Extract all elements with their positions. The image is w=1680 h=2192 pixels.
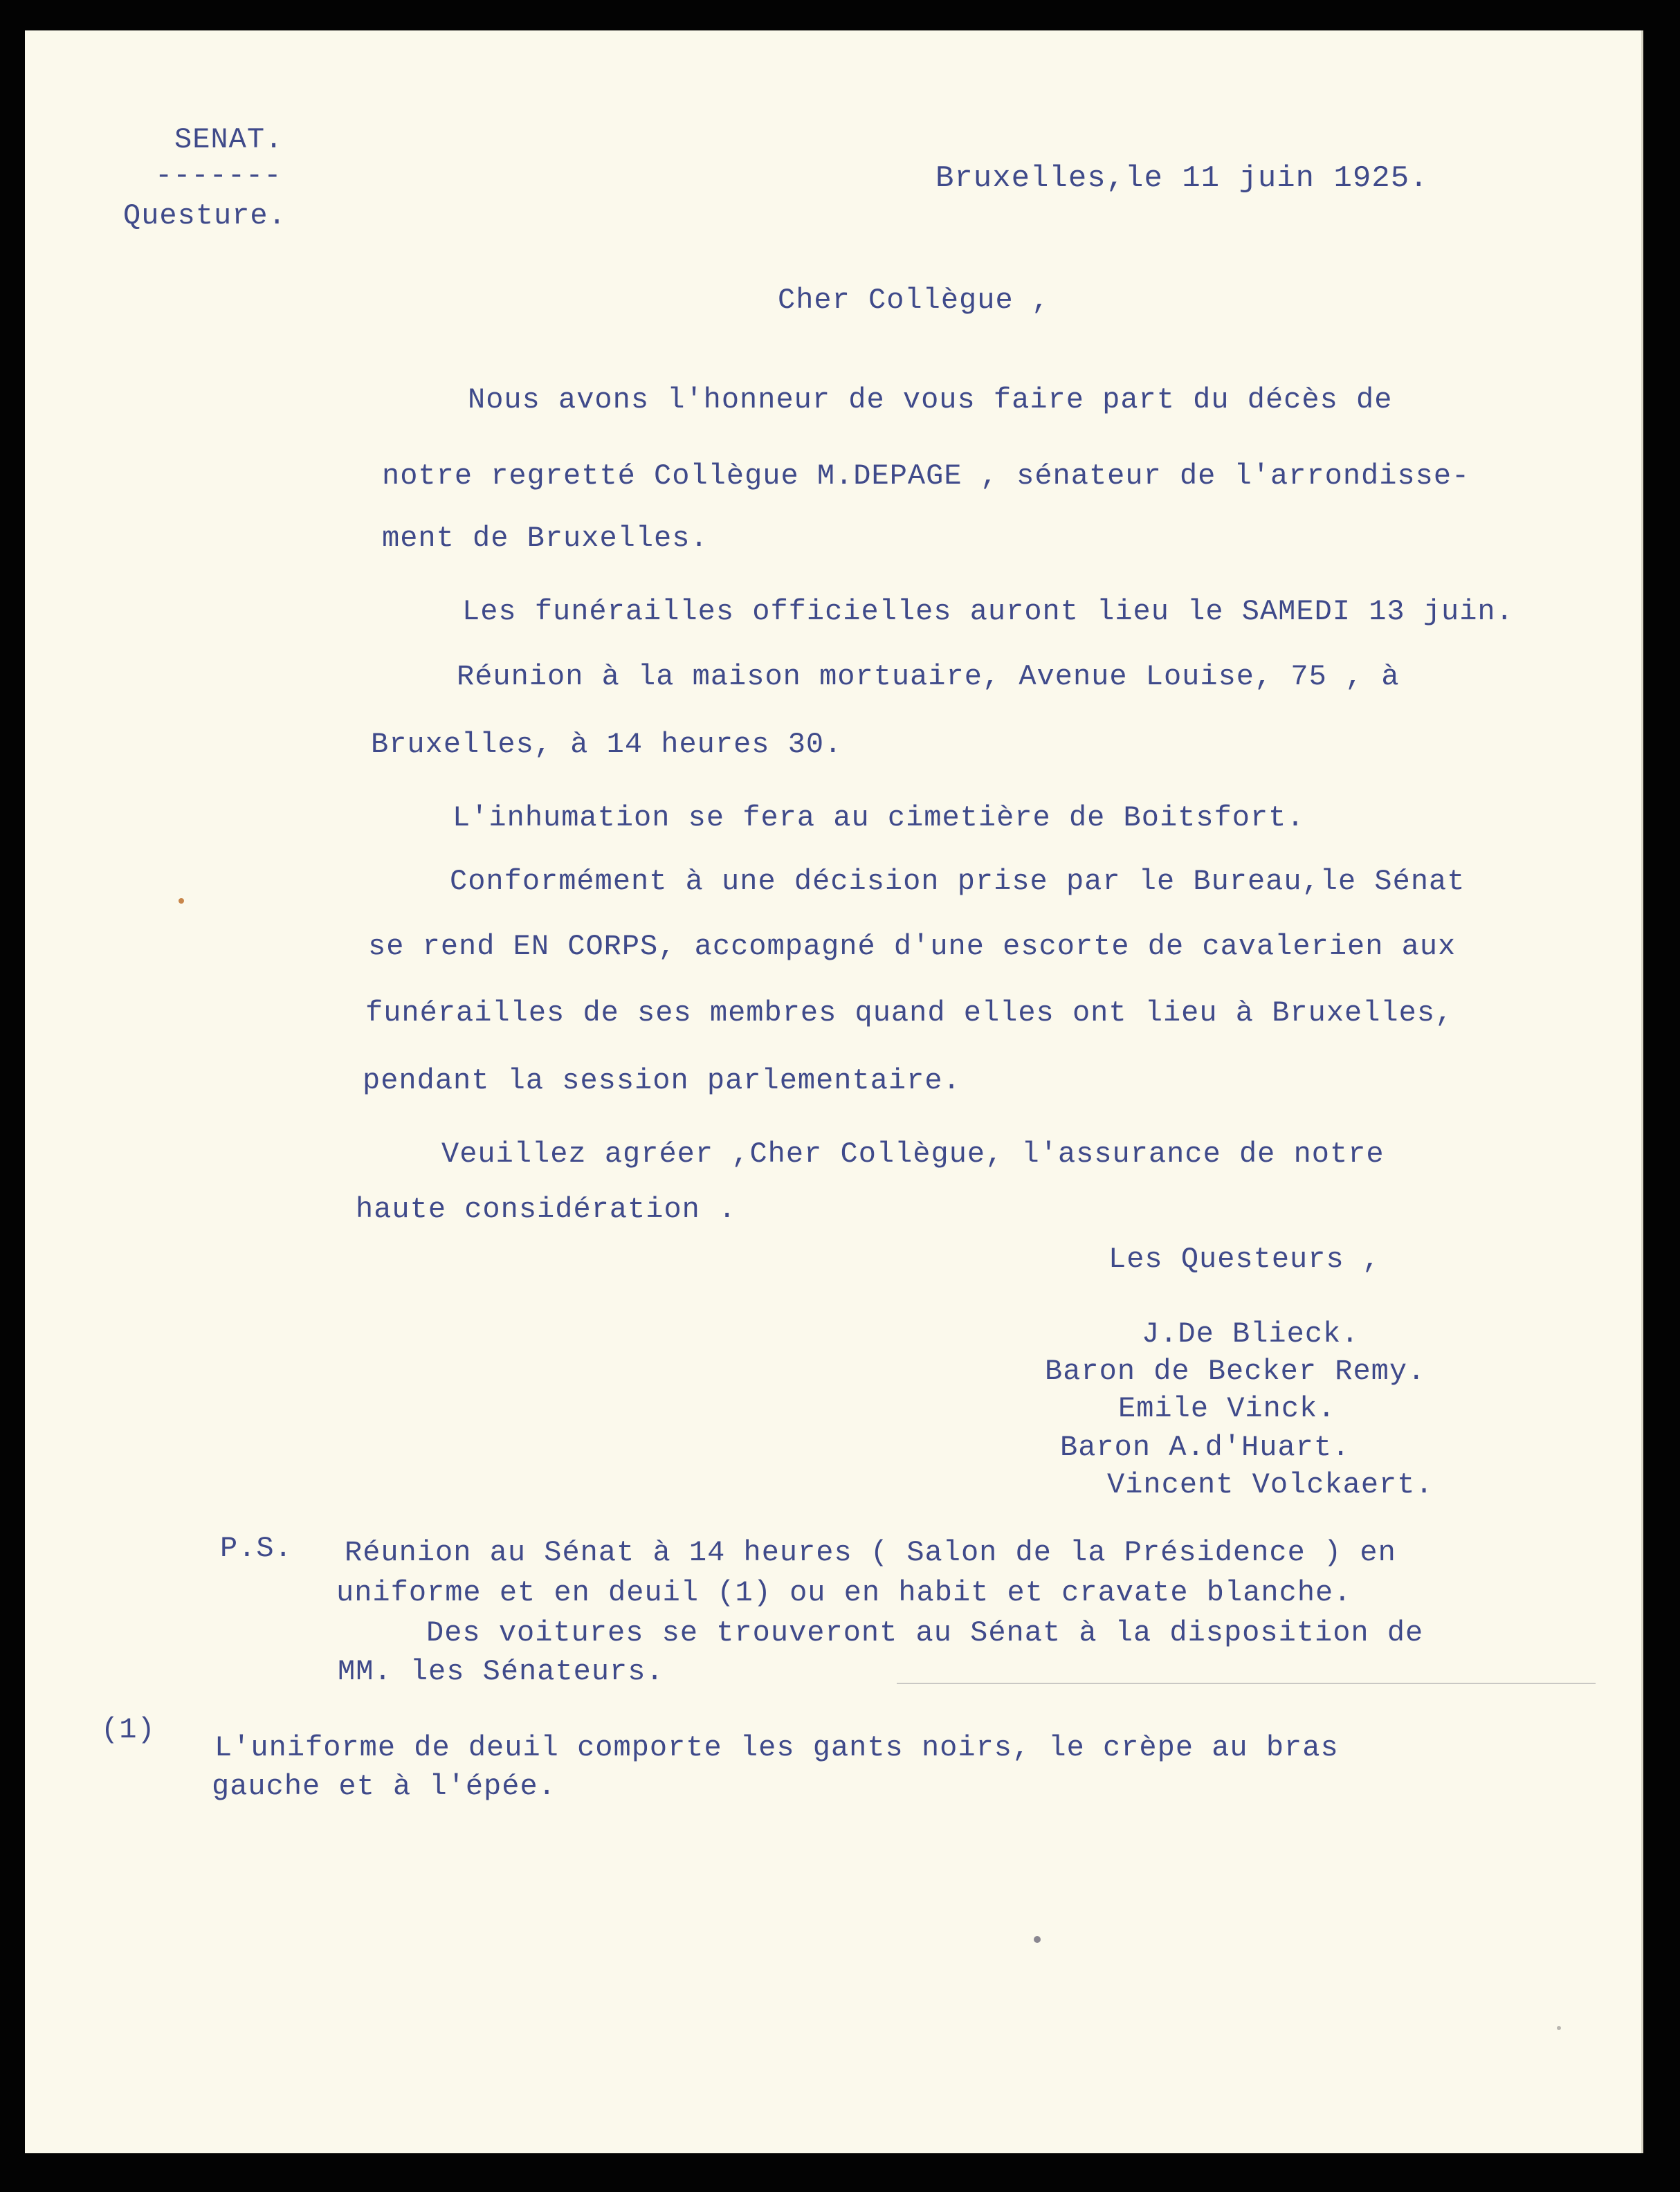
- body-line: Conformément à une décision prise par le Bureau,le Sénat: [450, 865, 1466, 898]
- body-line: Veuillez agréer ,Cher Collègue, l'assurance de notre: [441, 1138, 1385, 1171]
- body-line: L'inhumation se fera au cimetière de Boitsfort.: [453, 801, 1305, 834]
- body-line: haute considération .: [356, 1193, 737, 1226]
- body-line: se rend EN CORPS, accompagné d'une escorte de cavalerien aux: [368, 930, 1457, 963]
- ink-speck: [1557, 2026, 1561, 2030]
- body-line: Réunion à la maison mortuaire, Avenue Louise, 75 , à: [457, 660, 1400, 693]
- place-date: Bruxelles,le 11 juin 1925.: [935, 161, 1429, 196]
- footnote-line: gauche et à l'épée.: [212, 1770, 556, 1803]
- body-line: notre regretté Collègue M.DEPAGE , sénateur de l'arrondisse-: [382, 459, 1470, 493]
- postscript-line: Des voitures se trouveront au Sénat à la disposition de: [426, 1616, 1424, 1650]
- postscript-line: MM. les Sénateurs.: [338, 1655, 664, 1688]
- footnote-line: L'uniforme de deuil comporte les gants noirs, le crèpe au bras: [214, 1731, 1339, 1764]
- body-line: funérailles de ses membres quand elles ont lieu à Bruxelles,: [365, 996, 1454, 1030]
- signature-name: Baron A.d'Huart.: [1060, 1431, 1351, 1464]
- signature-name: Vincent Volckaert.: [1107, 1468, 1434, 1501]
- postscript-line: uniforme et en deuil (1) ou en habit et cravate blanche.: [336, 1576, 1352, 1609]
- body-line: Les funérailles officielles auront lieu le SAMEDI 13 juin.: [462, 595, 1514, 628]
- postscript-label: P.S.: [220, 1532, 293, 1565]
- body-line: Bruxelles, à 14 heures 30.: [371, 728, 843, 761]
- header-office: Questure.: [123, 199, 286, 232]
- ink-speck: [179, 898, 184, 904]
- header-institution: SENAT.: [174, 123, 284, 156]
- signature-name: Emile Vinck.: [1118, 1392, 1336, 1425]
- body-line: Nous avons l'honneur de vous faire part du décès de: [468, 383, 1393, 417]
- ink-speck: [1034, 1936, 1041, 1943]
- signature-name: Baron de Becker Remy.: [1045, 1355, 1426, 1388]
- letter-sheet: [25, 30, 1643, 2153]
- postscript-line: Réunion au Sénat à 14 heures ( Salon de la Présidence ) en: [345, 1536, 1396, 1569]
- salutation: Cher Collègue ,: [778, 284, 1050, 317]
- footnote-marker: (1): [101, 1713, 156, 1746]
- signature-name: J.De Blieck.: [1142, 1317, 1360, 1351]
- body-line: ment de Bruxelles.: [382, 522, 709, 555]
- signature-title: Les Questeurs ,: [1108, 1243, 1381, 1276]
- body-line: pendant la session parlementaire.: [363, 1064, 961, 1097]
- postscript-underline: [897, 1683, 1596, 1684]
- header-rule: -------: [155, 159, 282, 192]
